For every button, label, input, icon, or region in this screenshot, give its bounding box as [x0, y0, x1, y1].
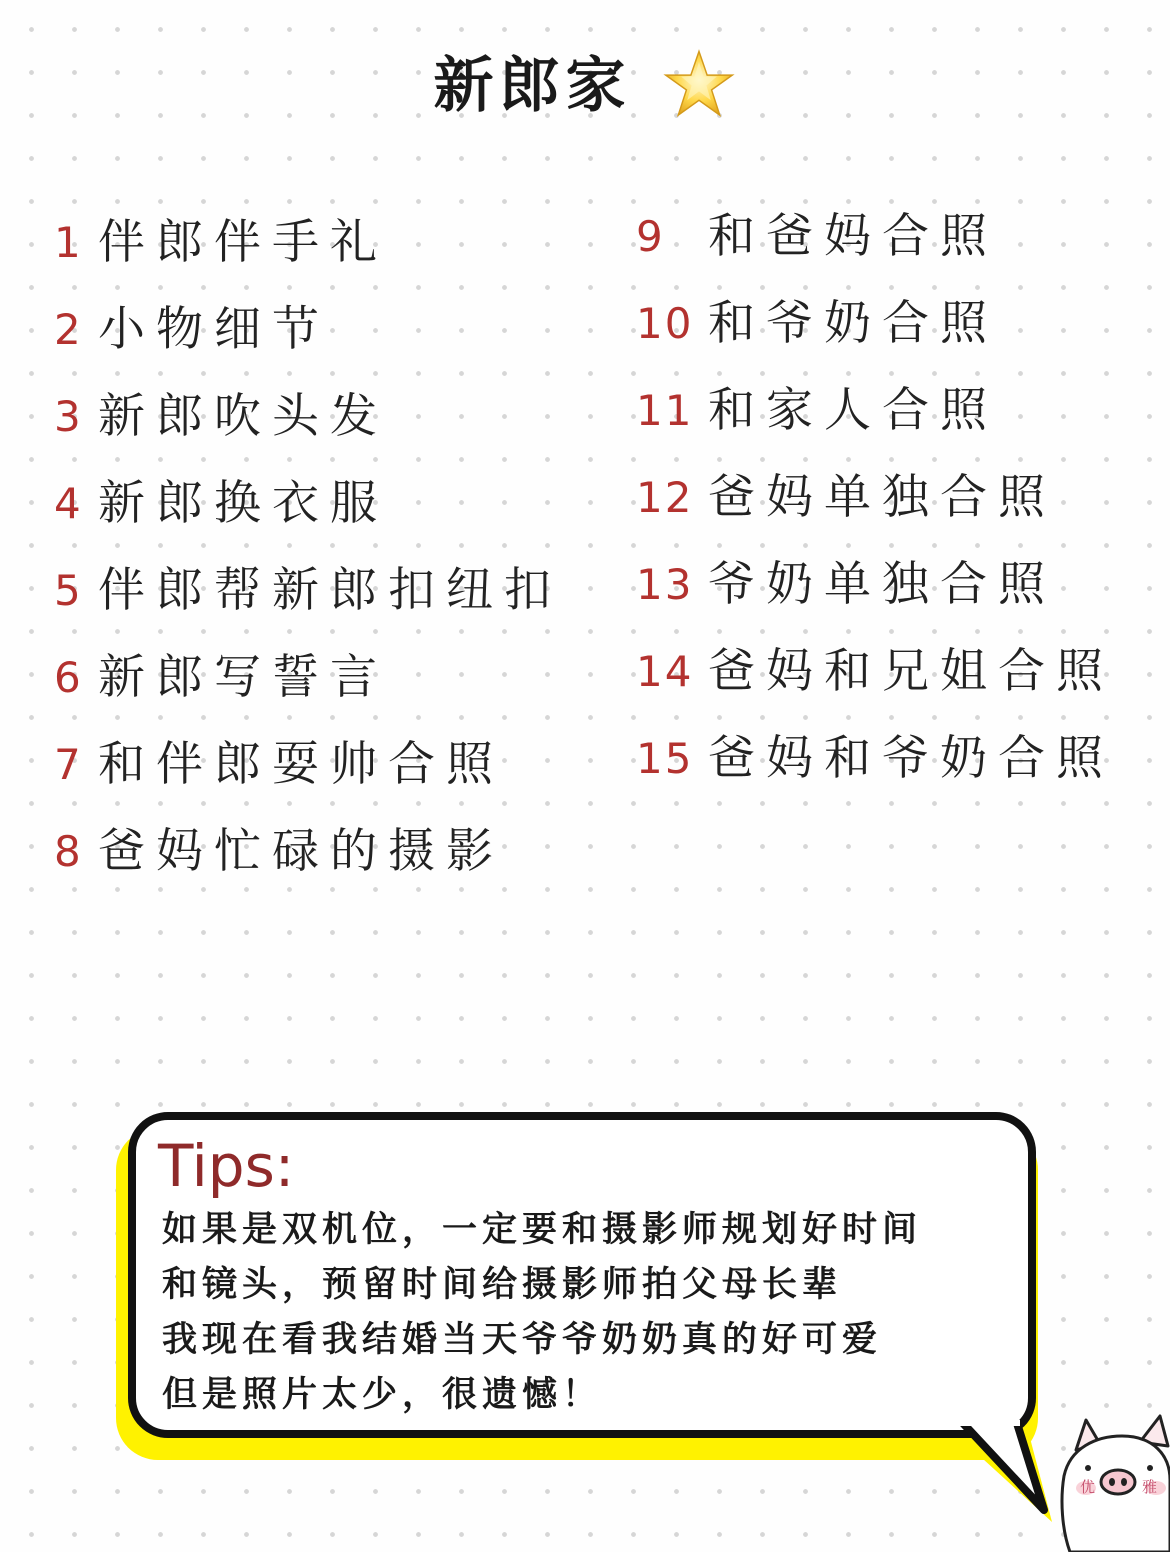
item-label: 爸妈和兄姐合照: [708, 644, 1114, 699]
list-item: [54, 819, 504, 885]
item-number: 9: [636, 212, 665, 261]
pig-icon: [1056, 1410, 1170, 1552]
item-label: 伴郎伴手礼: [98, 215, 388, 270]
item-label: 和爸妈合照: [708, 209, 998, 264]
tips-line: 我现在看我结婚当天爷爷奶奶真的好可爱: [162, 1320, 883, 1360]
list-item: [54, 297, 330, 363]
item-number: 3: [54, 392, 81, 441]
tips-line: 如果是双机位，一定要和摄影师规划好时间: [162, 1210, 923, 1250]
item-number: 2: [54, 305, 81, 354]
item-number: 11: [636, 386, 694, 435]
item-label: 新郎吹头发: [98, 389, 388, 444]
item-label: 和伴郎耍帅合照: [98, 737, 504, 792]
tips-heading: Tips:: [158, 1132, 295, 1200]
page-title: [0, 44, 1170, 128]
item-number: 4: [54, 479, 81, 528]
item-number: 15: [636, 734, 694, 783]
list-item: [54, 558, 562, 624]
item-label: 和家人合照: [708, 383, 998, 438]
list-item: [54, 471, 388, 537]
item-number: 7: [54, 740, 81, 789]
item-number: 8: [54, 827, 81, 876]
item-number: 1: [54, 218, 81, 267]
item-label: 伴郎帮新郎扣纽扣: [98, 563, 562, 618]
item-number: 10: [636, 299, 694, 348]
list-item: [636, 639, 1114, 705]
item-label: 爸妈和爷奶合照: [708, 731, 1114, 786]
list-item: [636, 465, 1056, 531]
item-number: 5: [54, 566, 81, 615]
list-item: [636, 378, 998, 444]
item-number: 6: [54, 653, 81, 702]
item-number: 13: [636, 560, 694, 609]
item-number: 14: [636, 647, 694, 696]
list-item: [636, 204, 998, 270]
item-label: 爷奶单独合照: [708, 557, 1056, 612]
item-label: 新郎写誓言: [98, 650, 388, 705]
list-item: [54, 384, 388, 450]
item-label: 小物细节: [98, 302, 330, 357]
item-number: 12: [636, 473, 694, 522]
list-item: [54, 210, 388, 276]
tips-line: 但是照片太少，很遗憾！: [162, 1375, 603, 1415]
list-item: [54, 732, 504, 798]
star-icon: [662, 47, 736, 121]
item-label: 新郎换衣服: [98, 476, 388, 531]
sticker-char-right: 雅: [1142, 1478, 1158, 1496]
bubble-tail: [960, 1420, 1070, 1530]
item-label: 爸妈单独合照: [708, 470, 1056, 525]
item-label: 爸妈忙碌的摄影: [98, 824, 504, 879]
page-title-text: 新郎家: [433, 51, 632, 121]
item-label: 和爷奶合照: [708, 296, 998, 351]
list-item: [636, 552, 1056, 618]
sticker-char-left: 优: [1080, 1478, 1096, 1496]
list-item: [54, 645, 388, 711]
tips-line: 和镜头，预留时间给摄影师拍父母长辈: [162, 1265, 843, 1305]
list-item: [636, 291, 998, 357]
list-item: [636, 726, 1114, 792]
